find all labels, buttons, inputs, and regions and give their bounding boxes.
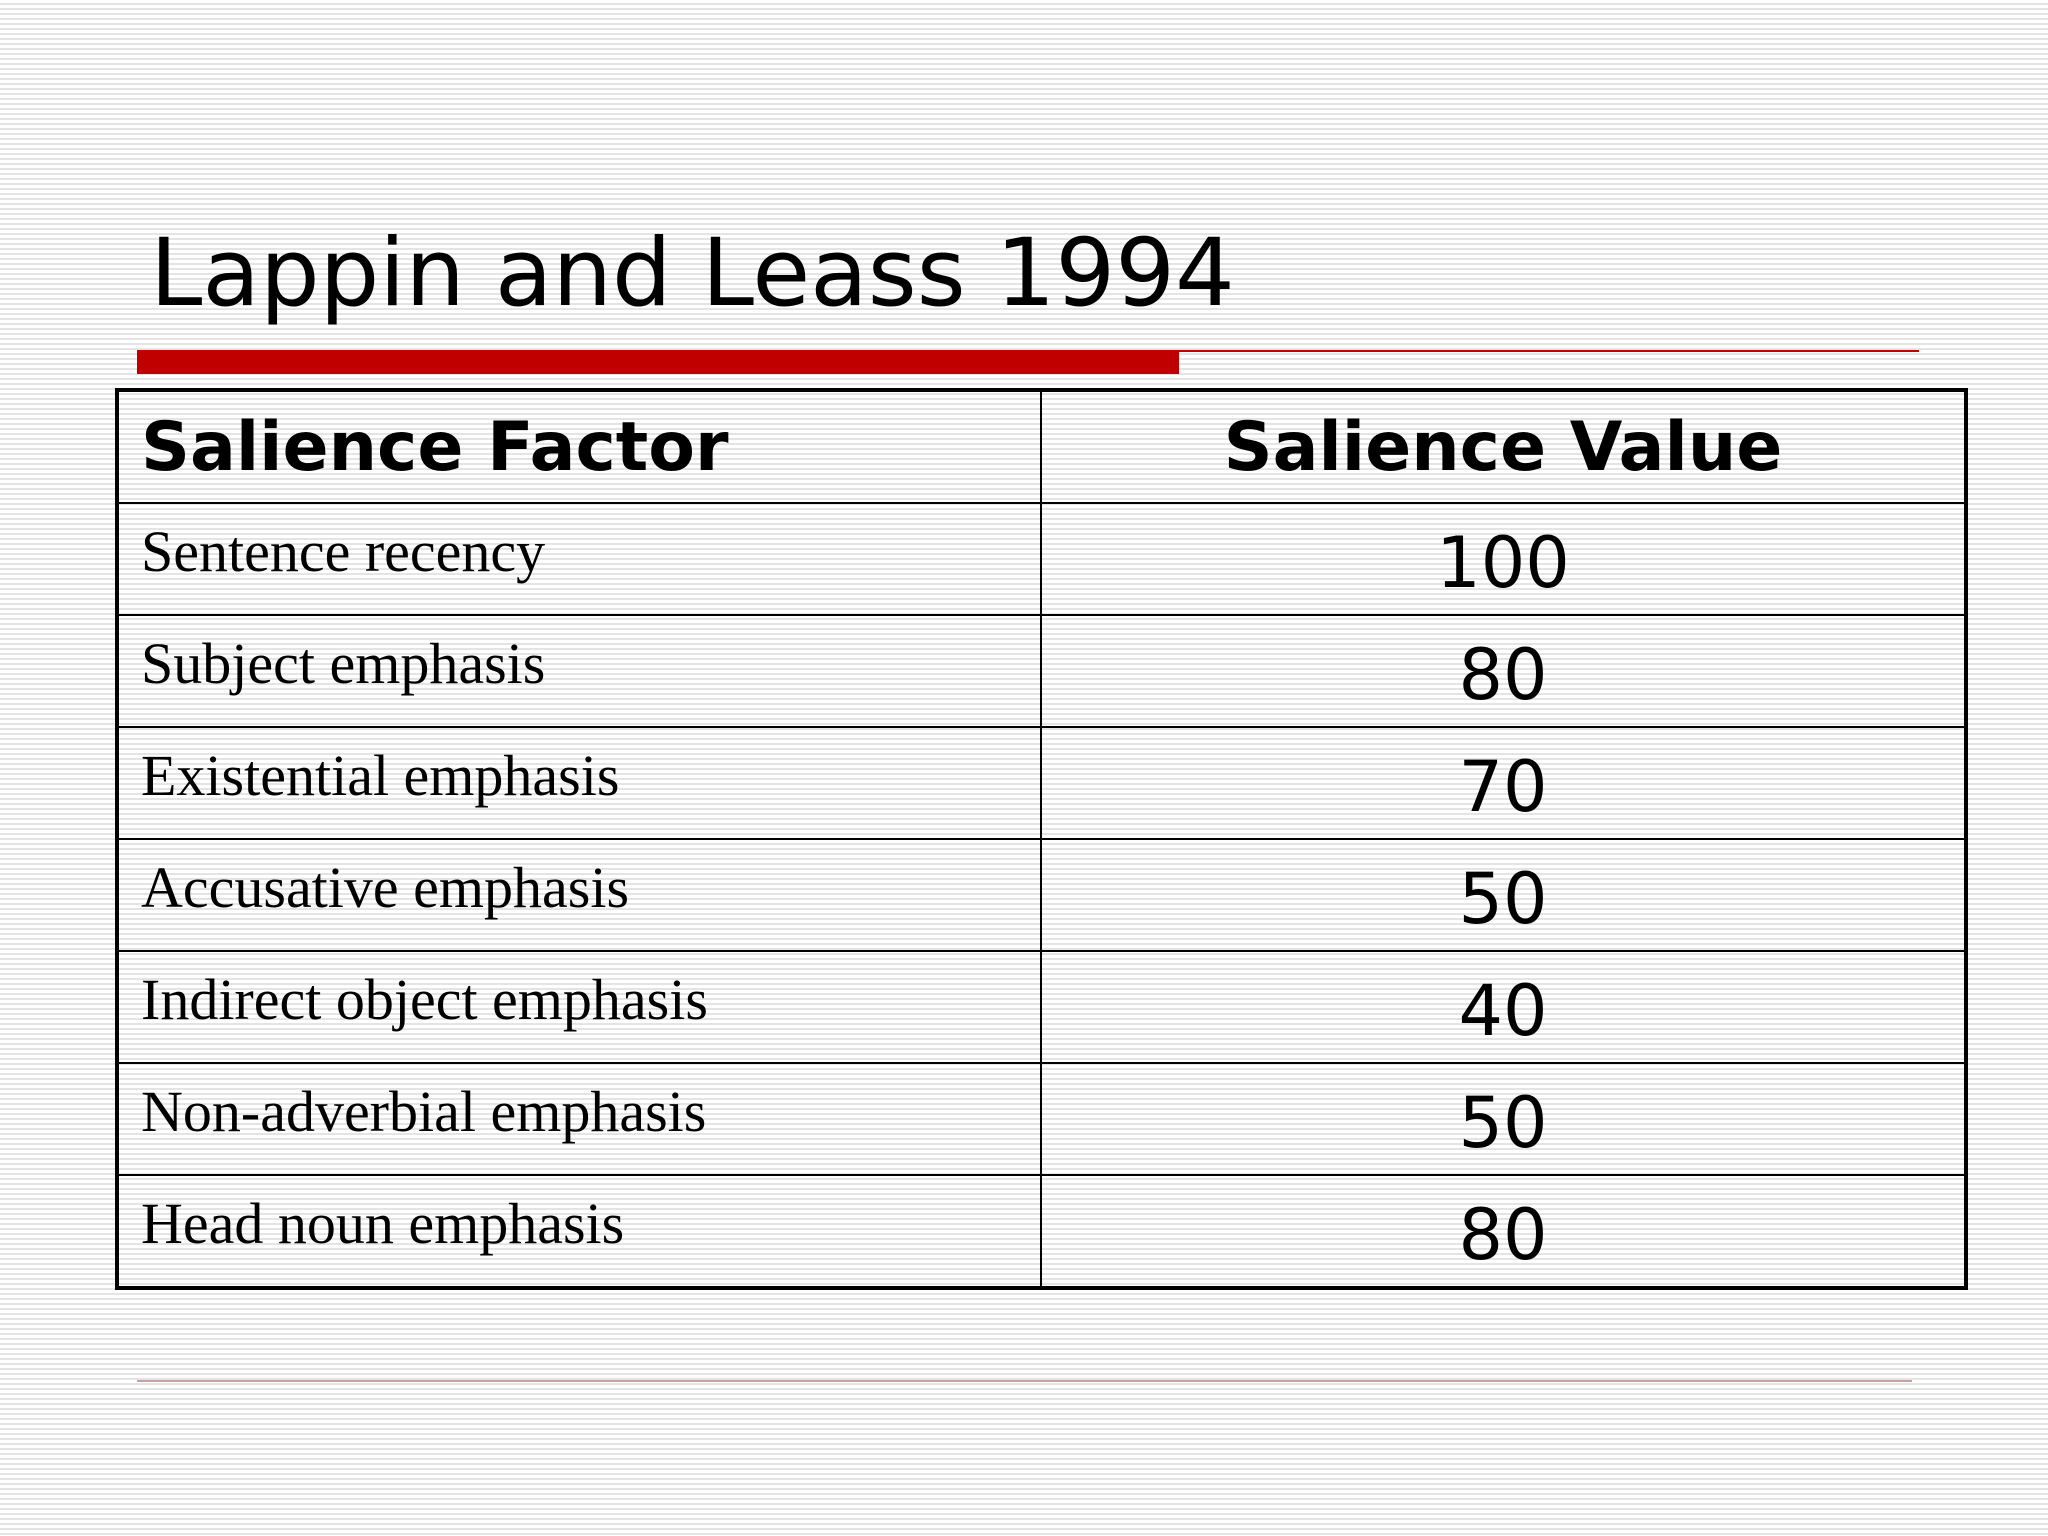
table-row <box>118 503 1965 615</box>
value-cell: 70 <box>1041 727 1965 839</box>
value-cell: 100 <box>1041 503 1965 615</box>
factor-cell: Existential emphasis <box>118 727 1041 839</box>
table-row <box>118 615 1965 727</box>
factor-cell: Non-adverbial emphasis <box>118 1063 1041 1175</box>
value-cell: 80 <box>1041 1175 1965 1287</box>
table-row <box>118 1063 1965 1175</box>
factor-cell: Accusative emphasis <box>118 839 1041 951</box>
table-header-row <box>118 391 1965 503</box>
table-row <box>118 727 1965 839</box>
footer-rule <box>137 1380 1912 1382</box>
factor-cell: Head noun emphasis <box>118 1175 1041 1287</box>
factor-cell: Sentence recency <box>118 503 1041 615</box>
salience-table <box>117 390 1966 1288</box>
value-cell: 80 <box>1041 615 1965 727</box>
value-cell: 50 <box>1041 839 1965 951</box>
table-row <box>118 951 1965 1063</box>
factor-cell: Subject emphasis <box>118 615 1041 727</box>
table-row <box>118 1175 1965 1287</box>
factor-cell: Indirect object emphasis <box>118 951 1041 1063</box>
title-underline-thin <box>1179 350 1919 352</box>
title-underline-thick <box>137 350 1179 374</box>
table-row <box>118 839 1965 951</box>
value-cell: 40 <box>1041 951 1965 1063</box>
slide-title: Lappin and Leass 1994 <box>150 219 1235 328</box>
header-salience-factor: Salience Factor <box>118 391 1041 503</box>
value-cell: 50 <box>1041 1063 1965 1175</box>
header-salience-value: Salience Value <box>1041 391 1965 503</box>
